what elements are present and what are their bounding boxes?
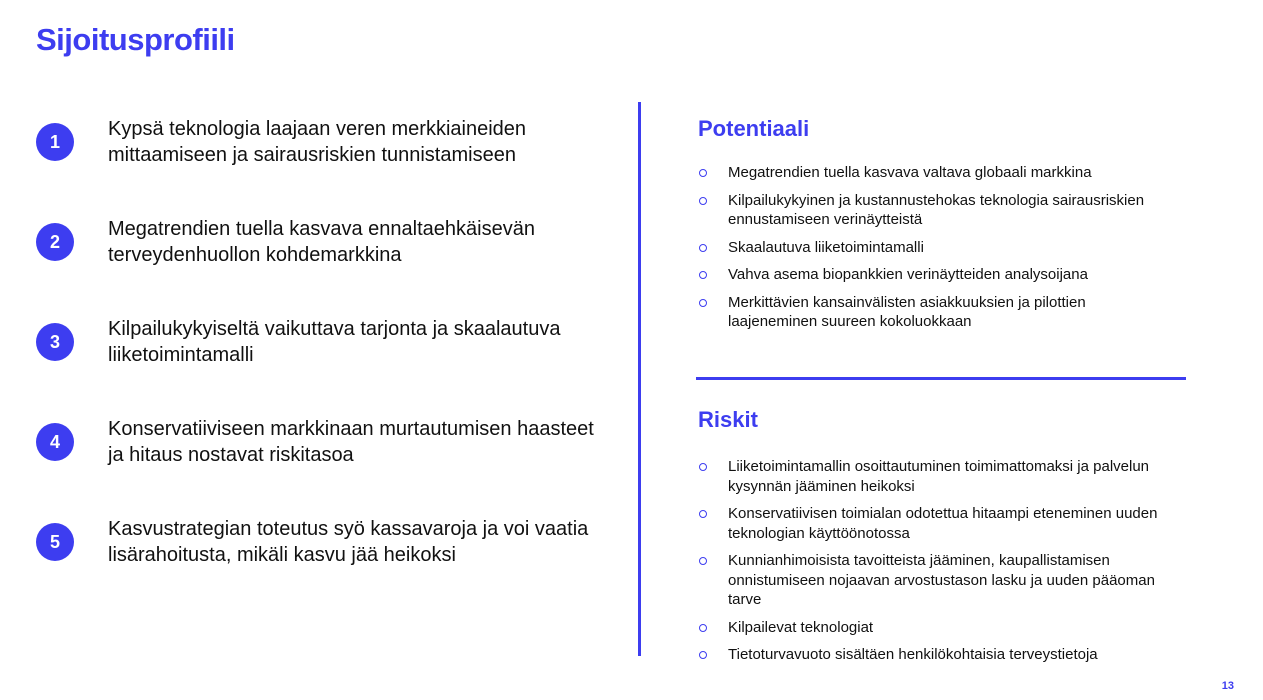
potential-heading: Potentiaali (698, 116, 810, 141)
numbered-item-text: Megatrendien tuella kasvava ennaltaehkäisevän terveydenhuollon kohdemarkkina (108, 218, 535, 266)
circle-bullet-icon (699, 271, 707, 279)
potential-list (698, 163, 1168, 340)
potential-item (698, 238, 1168, 258)
numbered-item-text: Kasvustrategian toteutus syö kassavaroja ja voi vaatia lisärahoitusta, mikäli kasvu jää heikoksi (108, 518, 589, 566)
circle-bullet-icon (699, 651, 707, 659)
risks-list (698, 457, 1168, 673)
numbered-item (36, 316, 606, 368)
number-badge: 5 (36, 523, 74, 561)
potential-item-text: Megatrendien tuella kasvava valtava globaali markkina (728, 164, 1092, 181)
circle-bullet-icon (699, 624, 707, 632)
risk-item-text: Kilpailevat teknologiat (728, 618, 874, 636)
number-badge: 2 (36, 223, 74, 261)
circle-bullet-icon (699, 510, 707, 518)
risk-item (698, 457, 1168, 496)
circle-bullet-icon (699, 463, 707, 471)
risk-item-text: Kunnianhimoisista tavoitteista jääminen, kaupallistamisen onnistumiseen nojaavan arvostustason lasku ja uuden pääoman tarve (728, 552, 1155, 608)
potential-item-text: Vahva asema biopankkien verinäytteiden analysoijana (728, 266, 1088, 283)
number-badge: 1 (36, 123, 74, 161)
potential-item-text: Skaalautuva liiketoimintamalli (728, 238, 924, 256)
potential-item (698, 293, 1168, 332)
circle-bullet-icon (699, 197, 707, 205)
risk-item (698, 504, 1168, 543)
circle-bullet-icon (699, 169, 707, 177)
risk-item (698, 551, 1168, 610)
number-badge: 4 (36, 423, 74, 461)
risk-item-text: Liiketoimintamallin osoittautuminen toimimattomaksi ja palvelun kysynnän jääminen heikoksi (728, 458, 1150, 495)
circle-bullet-icon (699, 557, 707, 565)
risk-item (698, 618, 1168, 638)
potential-item (698, 163, 1168, 183)
risk-item-text: Tietoturvavuoto sisältäen henkilökohtaisia terveystietoja (728, 646, 1098, 663)
risks-heading: Riskit (698, 407, 758, 432)
circle-bullet-icon (699, 299, 707, 307)
numbered-item (36, 116, 606, 168)
horizontal-divider (696, 377, 1186, 380)
numbered-item-text: Kilpailukykyiseltä vaikuttava tarjonta ja skaalautuva liiketoimintamalli (108, 318, 561, 366)
potential-item-text: Kilpailukykyinen ja kustannustehokas teknologia sairausriskien ennustamiseen verinäytteistä (728, 191, 1145, 228)
numbered-item (36, 416, 606, 468)
vertical-divider (638, 102, 641, 656)
risk-item-text: Konservatiivisen toimialan odotettua hitaampi eteneminen uuden teknologian käyttöönotossa (728, 505, 1158, 542)
numbered-item-text: Konservatiiviseen markkinaan murtautumisen haasteet ja hitaus nostavat riskitasoa (108, 418, 594, 466)
numbered-item (36, 516, 606, 568)
potential-item-text: Merkittävien kansainvälisten asiakkuuksien ja pilottien laajeneminen suureen kokoluokkaan (728, 293, 1086, 330)
number-badge: 3 (36, 323, 74, 361)
potential-item (698, 191, 1168, 230)
numbered-item-text: Kypsä teknologia laajaan veren merkkiaineiden mittaamiseen ja sairausriskien tunnistamiseen (108, 118, 527, 166)
risk-item (698, 645, 1168, 665)
page-number: 13 (1221, 680, 1234, 692)
numbered-item (36, 216, 606, 268)
potential-item (698, 265, 1168, 285)
page-title: Sijoitusprofiili (36, 22, 235, 57)
circle-bullet-icon (699, 244, 707, 252)
